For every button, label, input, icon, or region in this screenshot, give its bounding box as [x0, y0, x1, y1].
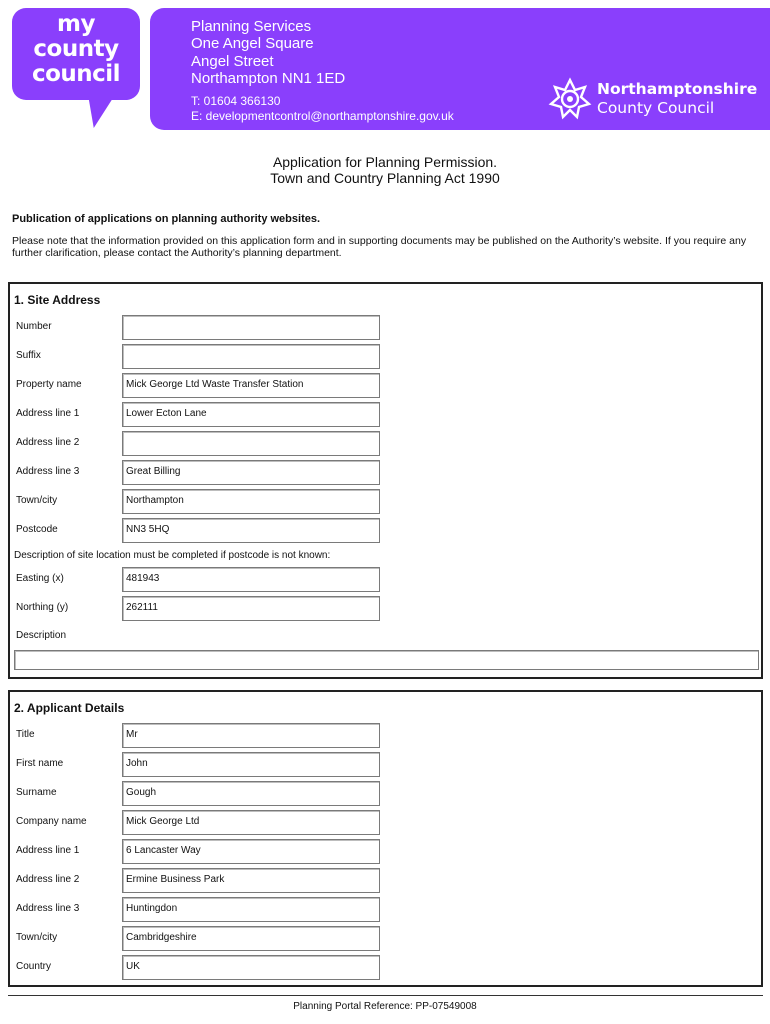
description-label: Description — [16, 630, 67, 641]
address-line-3-input[interactable]: Great Billing — [122, 460, 380, 485]
field-applicant-address-line-3 — [10, 897, 761, 922]
email-address: E: developmentcontrol@northamptonshire.gov.uk — [191, 109, 454, 123]
field-label: Company name — [16, 816, 87, 827]
suffix-input[interactable] — [122, 344, 380, 369]
field-label: First name — [16, 758, 64, 769]
field-address-line-1 — [10, 402, 761, 427]
title-input[interactable]: Mr — [122, 723, 380, 748]
field-title — [10, 723, 761, 748]
field-label: Address line 1 — [16, 845, 80, 856]
applicant-address-line-2-input[interactable]: Ermine Business Park — [122, 868, 380, 893]
site-address-section — [8, 282, 763, 679]
form-subtitle: Town and Country Planning Act 1990 — [270, 170, 500, 186]
company-name-input[interactable]: Mick George Ltd — [122, 810, 380, 835]
field-property-name — [10, 373, 761, 398]
council-name-line-2: County Council — [597, 99, 715, 117]
location-note: Description of site location must be completed if postcode is not known: — [14, 550, 331, 561]
footer-divider — [8, 995, 763, 996]
applicant-details-section — [8, 690, 763, 987]
postcode-input[interactable]: NN3 5HQ — [122, 518, 380, 543]
form-title: Application for Planning Permission. — [272, 154, 498, 170]
field-applicant-town-city — [10, 926, 761, 951]
field-company-name — [10, 810, 761, 835]
address-line: Northampton NN1 1ED — [191, 70, 346, 87]
address-line: One Angel Square — [191, 35, 314, 52]
field-label: Suffix — [16, 350, 41, 361]
field-label: Title — [16, 729, 35, 740]
field-applicant-address-line-2 — [10, 868, 761, 893]
surname-input[interactable]: Gough — [122, 781, 380, 806]
field-applicant-address-line-1 — [10, 839, 761, 864]
field-label: Town/city — [16, 932, 58, 943]
field-label: Easting (x) — [16, 573, 64, 584]
field-label: Address line 3 — [16, 466, 80, 477]
field-label: Property name — [16, 379, 82, 390]
description-input[interactable] — [14, 650, 759, 670]
first-name-input[interactable]: John — [122, 752, 380, 777]
field-address-line-3 — [10, 460, 761, 485]
property-name-input[interactable]: Mick George Ltd Waste Transfer Station — [122, 373, 380, 398]
address-line-2-input[interactable] — [122, 431, 380, 456]
northing-input[interactable]: 262111 — [122, 596, 380, 621]
field-label: Address line 2 — [16, 874, 80, 885]
logo-line: my — [57, 11, 95, 37]
field-easting — [10, 567, 761, 592]
field-label: Surname — [16, 787, 57, 798]
logo-line: council — [31, 61, 121, 87]
phone-number: T: 01604 366130 — [191, 94, 281, 108]
address-line-1-input[interactable]: Lower Ecton Lane — [122, 402, 380, 427]
applicant-town-city-input[interactable]: Cambridgeshire — [122, 926, 380, 951]
country-input[interactable]: UK — [122, 955, 380, 980]
field-label: Address line 1 — [16, 408, 80, 419]
field-label: Address line 2 — [16, 437, 80, 448]
field-label: Country — [16, 961, 52, 972]
publication-note: Please note that the information provided on this application form and in supporting documents may be published on the Authority’s website. If you require any further clarification, please contact the Authority’s planning department. — [12, 235, 747, 259]
field-suffix — [10, 344, 761, 369]
field-northing — [10, 596, 761, 621]
rose-emblem-icon — [548, 77, 592, 121]
field-label: Northing (y) — [16, 602, 69, 613]
field-surname — [10, 781, 761, 806]
council-name — [597, 80, 757, 118]
field-label: Number — [16, 321, 52, 332]
portal-reference: Planning Portal Reference: PP-07549008 — [293, 1001, 477, 1012]
logo-text — [12, 12, 140, 87]
applicant-address-line-1-input[interactable]: 6 Lancaster Way — [122, 839, 380, 864]
field-label: Address line 3 — [16, 903, 80, 914]
publication-heading: Publication of applications on planning authority websites. — [12, 213, 321, 225]
field-address-line-2 — [10, 431, 761, 456]
field-number — [10, 315, 761, 340]
field-first-name — [10, 752, 761, 777]
address-line: Angel Street — [191, 53, 274, 70]
town-city-input[interactable]: Northampton — [122, 489, 380, 514]
applicant-address-line-3-input[interactable]: Huntingdon — [122, 897, 380, 922]
council-name-line-1: Northamptonshire — [597, 80, 758, 98]
field-country — [10, 955, 761, 980]
logo-bubble-tail — [84, 96, 114, 128]
field-label: Town/city — [16, 495, 58, 506]
field-label: Postcode — [16, 524, 58, 535]
field-postcode — [10, 518, 761, 543]
address-line: Planning Services — [191, 18, 312, 35]
easting-input[interactable]: 481943 — [122, 567, 380, 592]
section-heading: 2. Applicant Details — [14, 701, 125, 715]
number-input[interactable] — [122, 315, 380, 340]
field-town-city — [10, 489, 761, 514]
section-heading: 1. Site Address — [14, 293, 101, 307]
logo-line: county — [33, 36, 119, 62]
